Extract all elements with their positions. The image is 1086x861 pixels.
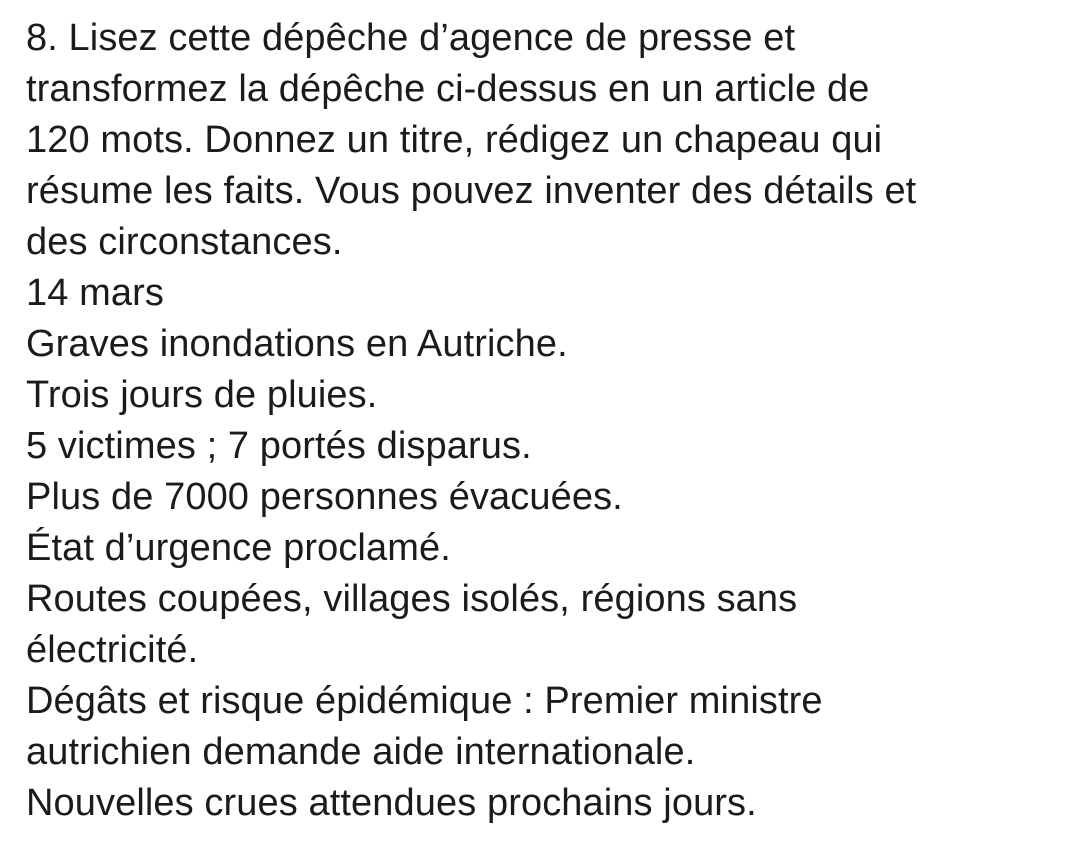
press-dispatch — [26, 268, 1076, 829]
dispatch-line: électricité. — [26, 629, 199, 671]
instruction-line: des circonstances. — [26, 221, 343, 263]
dispatch-line: Nouvelles crues attendues prochains jours. — [26, 782, 757, 824]
exercise-document — [26, 13, 1076, 829]
instruction-line: transformez la dépêche ci-dessus en un article de — [26, 68, 870, 110]
dispatch-line: 5 victimes ; 7 portés disparus. — [26, 425, 532, 467]
exercise-instruction — [26, 13, 1076, 268]
dispatch-line: État d’urgence proclamé. — [26, 527, 451, 569]
dispatch-line: Routes coupées, villages isolés, régions sans — [26, 578, 798, 620]
dispatch-line: autrichien demande aide internationale. — [26, 731, 696, 773]
dispatch-date: 14 mars — [26, 272, 164, 314]
dispatch-line: Dégâts et risque épidémique : Premier ministre — [26, 680, 823, 722]
instruction-line: résume les faits. Vous pouvez inventer des détails et — [26, 170, 917, 212]
instruction-line: 120 mots. Donnez un titre, rédigez un chapeau qui — [26, 119, 883, 161]
dispatch-headline: Graves inondations en Autriche. — [26, 323, 568, 365]
instruction-line: 8. Lisez cette dépêche d’agence de presse et — [26, 17, 796, 59]
dispatch-line: Trois jours de pluies. — [26, 374, 378, 416]
dispatch-line: Plus de 7000 personnes évacuées. — [26, 476, 623, 518]
